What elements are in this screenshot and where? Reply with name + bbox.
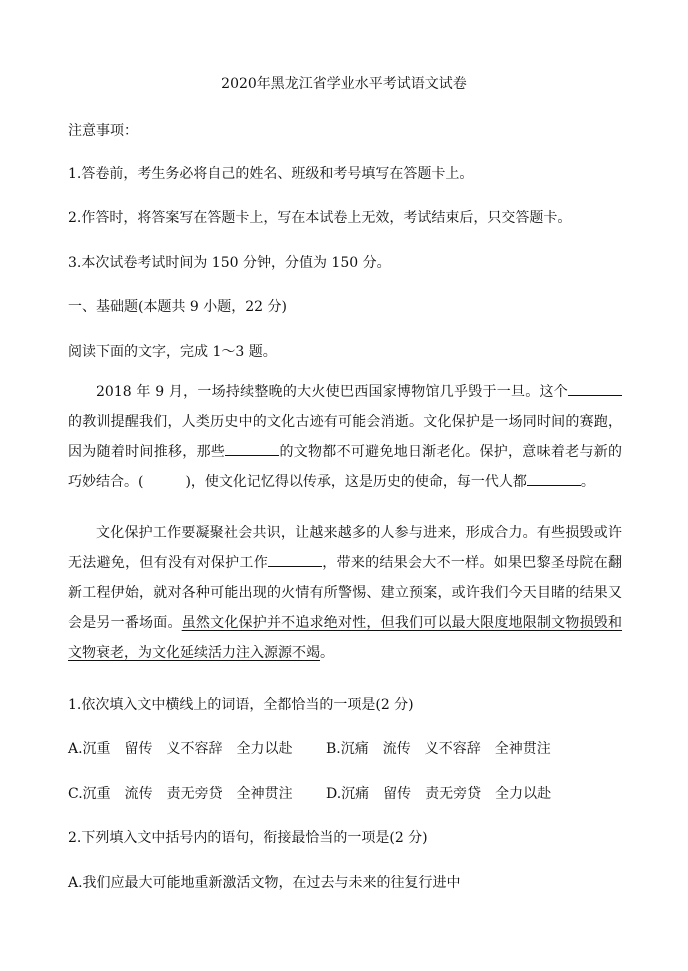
question-1-stem: 1.依次填入文中横线上的词语，全都恰当的一项是(2 分) bbox=[68, 697, 414, 713]
exam-title: 2020年黑龙江省学业水平考试语文试卷 bbox=[221, 76, 467, 92]
notice-heading: 注意事项： bbox=[68, 123, 138, 139]
underlined-sentence: 虽然文化保护并不追求绝对性，但我们可以最大限度地限制文物损毁和文物衰老，为文化延续活力注入源源不竭 bbox=[68, 615, 623, 661]
fill-blank bbox=[225, 441, 279, 456]
option-d: D.沉痛 留传 责无旁贷 全力以赴 bbox=[326, 786, 552, 802]
passage-text: 的文物都不可避免地日渐老化。保护，意味着老与新的巧妙结合。( )，使文化记忆得以传承，这是历史的使命，每一代人都 bbox=[68, 444, 623, 490]
passage-text: 。 bbox=[580, 474, 595, 490]
passage-text: 2018 年 9 月，一场持续整晚的大火使巴西国家博物馆几乎毁于一旦。这个 bbox=[96, 384, 568, 400]
fill-blank bbox=[568, 381, 622, 396]
notice-item-3: 3.本次试卷考试时间为 150 分钟，分值为 150 分。 bbox=[68, 255, 391, 271]
passage-paragraph-1 bbox=[68, 377, 622, 497]
notice-item-1: 1.答卷前，考生务必将自己的姓名、班级和考号填写在答题卡上。 bbox=[68, 166, 474, 182]
reading-instruction: 阅读下面的文字，完成 1～3 题。 bbox=[68, 344, 277, 360]
question-1-options-row-2 bbox=[68, 784, 551, 804]
passage-text: ，带来的结果会大不一样。如果巴黎圣母院在翻新工程伊始，就对各种可能出现的火情有所警惕、建立预案，或许我们今天目睹的结果又会是另一番场面。 bbox=[68, 555, 622, 631]
option-b: B.沉痛 流传 义不容辞 全神贯注 bbox=[326, 741, 551, 757]
passage-text: 文化保护工作要凝聚社会共识，让越来越多的人参与进来，形成合力。有些损毁或许无法避免，但有没有对保护工作 bbox=[68, 525, 622, 571]
passage-text: 的教训提醒我们，人类历史中的文化古迹有可能会消逝。文化保护是一场同时间的赛跑，因为随着时间推移，那些 bbox=[68, 414, 622, 460]
option-c: C.沉重 流传 责无旁贷 全神贯注 bbox=[68, 786, 293, 802]
question-1-options-row-1 bbox=[68, 739, 551, 759]
passage-text: 。 bbox=[320, 645, 334, 661]
notice-item-2: 2.作答时，将答案写在答题卡上，写在本试卷上无效，考试结束后，只交答题卡。 bbox=[68, 210, 572, 226]
section-heading: 一、基础题(本题共 9 小题，22 分) bbox=[68, 299, 287, 315]
question-2-option-a: A.我们应最大可能地重新激活文物，在过去与未来的往复行进中 bbox=[68, 875, 461, 891]
fill-blank bbox=[527, 471, 581, 486]
option-a: A.沉重 留传 义不容辞 全力以赴 bbox=[68, 741, 293, 757]
fill-blank bbox=[268, 552, 322, 567]
passage-paragraph-2 bbox=[68, 518, 622, 668]
question-2-stem: 2.下列填入文中括号内的语句，衔接最恰当的一项是(2 分) bbox=[68, 830, 428, 846]
